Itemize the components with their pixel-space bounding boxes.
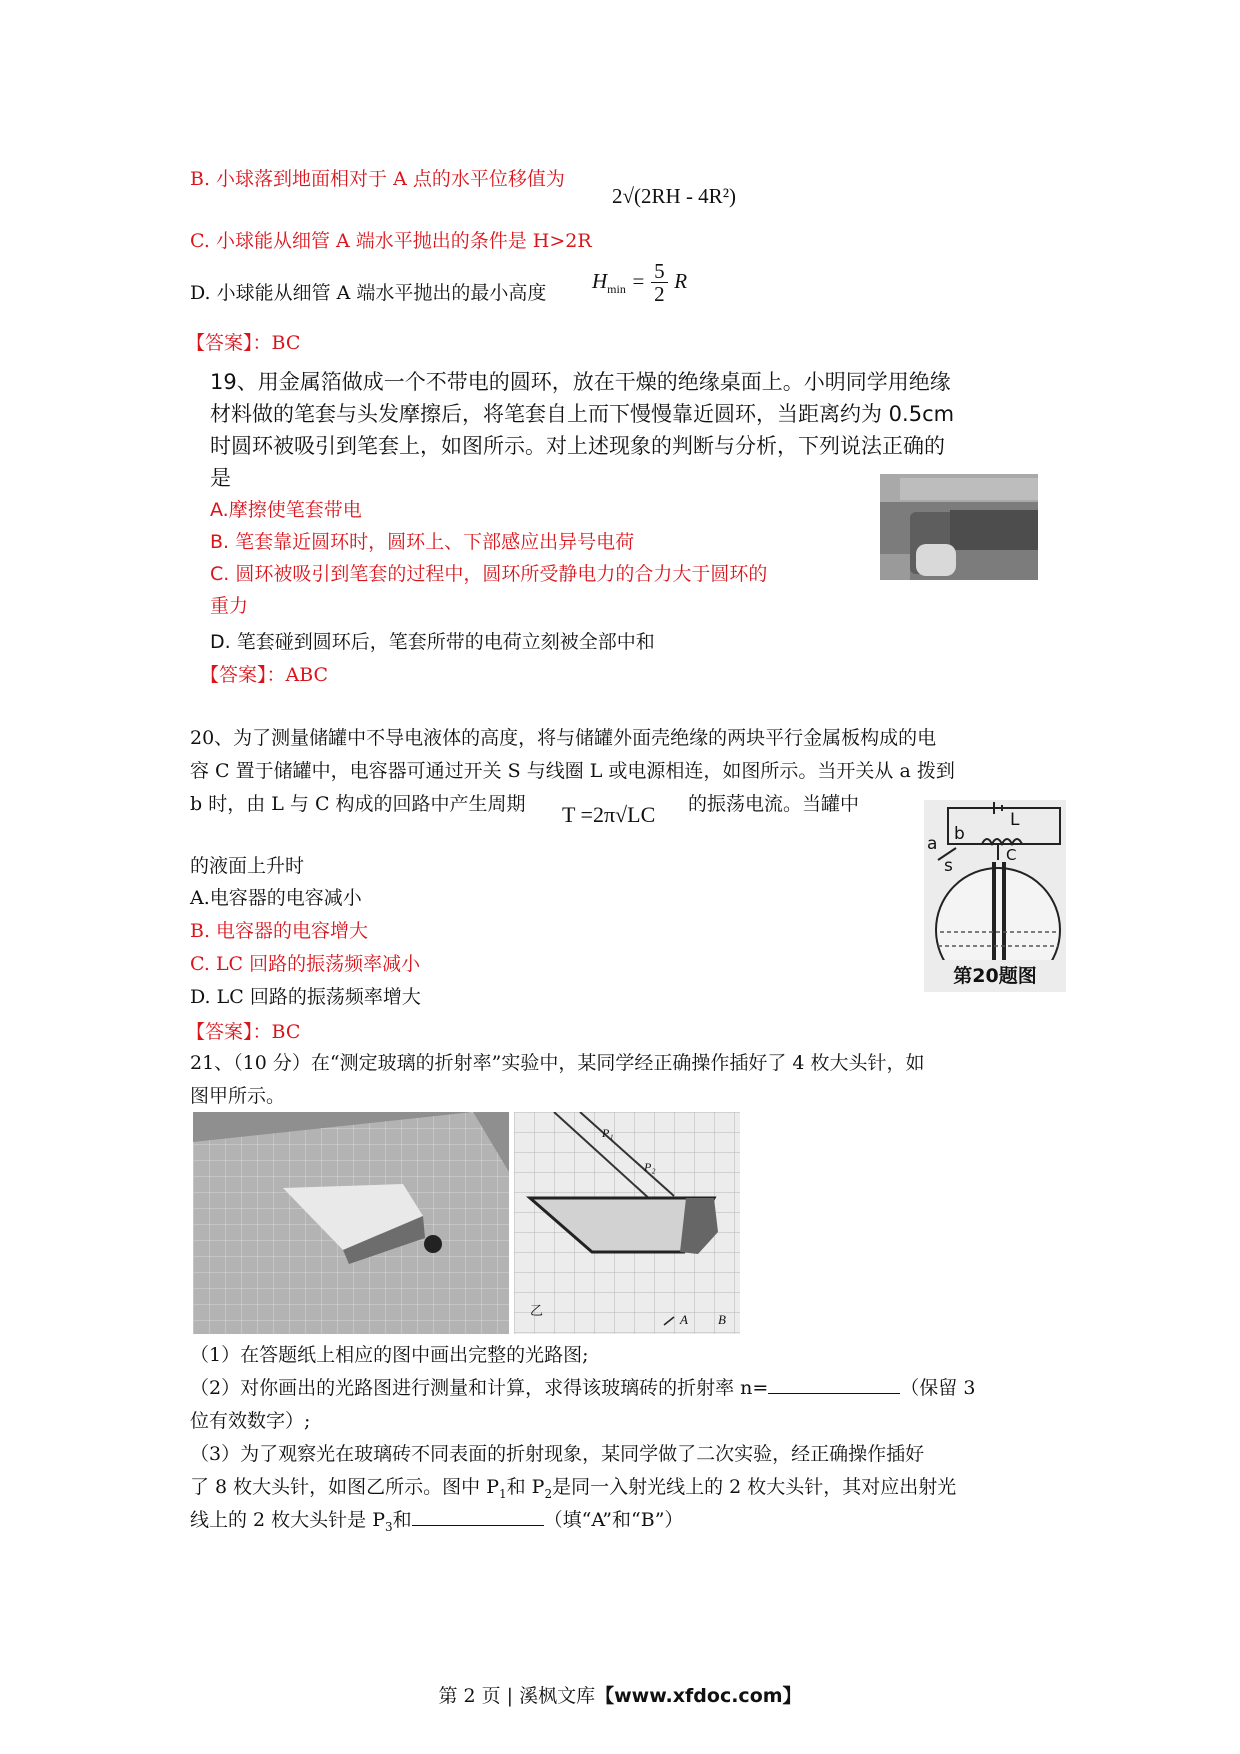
- q20-fig-label-b: b: [954, 824, 965, 844]
- q20-option-c: C. LC 回路的振荡频率减小: [190, 953, 421, 975]
- q20-answer: 【答案】：BC: [186, 1021, 301, 1043]
- q21-sub-3-line-1: （3）为了观察光在玻璃砖不同表面的折射现象，某同学做了二次实验，经正确操作插好: [190, 1443, 925, 1465]
- q20-option-b: B. 电容器的电容增大: [190, 920, 369, 942]
- q20-option-a: A.电容器的电容减小: [190, 887, 362, 909]
- q19-option-c-line-1: C. 圆环被吸引到笔套的过程中，圆环所受静电力的合力大于圆环的: [210, 563, 768, 585]
- q20-fig-label-a: a: [927, 834, 938, 854]
- q20-stem-line-1: 20、为了测量储罐中不导电液体的高度，将与储罐外面壳绝缘的两块平行金属板构成的电: [190, 727, 937, 749]
- q20-fig-label-c: C: [1006, 846, 1017, 864]
- q19-option-d: D. 笔套碰到圆环后，笔套所带的电荷立刻被全部中和: [210, 631, 655, 653]
- q19-stem-line-1: 19、用金属箔做成一个不带电的圆环，放在干燥的绝缘桌面上。小明同学用绝缘: [210, 370, 951, 394]
- q21-fig-label-p1: P₁: [602, 1126, 614, 1140]
- q18-option-b: B. 小球落到地面相对于 A 点的水平位移值为: [190, 168, 565, 190]
- q20-stem-line-4: 的液面上升时: [190, 855, 305, 877]
- q20-stem-line-2: 容 C 置于储罐中，电容器可通过开关 S 与线圈 L 或电源相连，如图所示。当开关从 a 拨到: [190, 760, 955, 782]
- q20-fig-label-l: L: [1010, 810, 1020, 830]
- q20-fig-label-s: s: [944, 856, 953, 876]
- q21-sub-3-line-2: 了 8 枚大头针，如图乙所示。图中 $P_1$和 $P_2$是同一入射光线上的 2 枚大头针，其对应出射光: [190, 1476, 957, 1501]
- q21-figure-b-photo: [514, 1112, 740, 1334]
- q20-option-d: D. LC 回路的振荡频率增大: [190, 986, 421, 1008]
- q18-answer: 【答案】：BC: [186, 332, 301, 354]
- q20-circuit-figure: [924, 800, 1066, 992]
- q21-sub-3-line-3: 线上的 2 枚大头针是 $P_3$和 （填“A”和“B”）: [190, 1509, 684, 1534]
- q19-option-a: A.摩擦使笔套带电: [210, 499, 362, 521]
- q20-stem-line-3b: 的振荡电流。当罐中: [688, 793, 860, 815]
- q19-stem-line-2: 材料做的笔套与头发摩擦后，将笔套自上而下慢慢靠近圆环，当距离约为 0.5cm: [210, 402, 955, 426]
- q20-period-formula: T =2π√LC: [562, 802, 656, 827]
- q19-option-b: B. 笔套靠近圆环时，圆环上、下部感应出异号电荷: [210, 531, 635, 553]
- q21-sub-2-cont: 位有效数字）;: [190, 1410, 311, 1432]
- q19-pen-cap-photo: [880, 474, 1038, 580]
- q21-figure-a-photo: [193, 1112, 509, 1334]
- q19-option-c-line-2: 重力: [210, 595, 249, 617]
- q21-sub-2: （2）对你画出的光路图进行测量和计算，求得该玻璃砖的折射率 n= （保留 3: [190, 1377, 976, 1399]
- q21-stem-line-2: 图甲所示。: [190, 1085, 286, 1107]
- q21-fig-label-b: B: [718, 1312, 726, 1327]
- q21-fig-label-p2: P₂: [644, 1160, 656, 1174]
- q19-answer: 【答案】：ABC: [200, 664, 329, 686]
- page-footer: [0, 1681, 1240, 1708]
- q21-stem-line-1: 21、（10 分）在“测定玻璃的折射率”实验中，某同学经正确操作插好了 4 枚大头针，如: [190, 1052, 925, 1074]
- q18-option-b-formula: 2√(2RH - 4R²): [612, 184, 736, 208]
- q21-blank-n[interactable]: [768, 1375, 900, 1394]
- q18-option-d: D. 小球能从细管 A 端水平抛出的最小高度: [190, 282, 547, 304]
- q21-fig-label-a: A: [680, 1312, 688, 1327]
- footer-page-info: 第 2 页 | 溪枫文库: [438, 1685, 596, 1707]
- q21-fig-label-zhi: 乙: [530, 1304, 544, 1319]
- q21-blank-pin[interactable]: [412, 1507, 544, 1526]
- footer-site-link[interactable]: 【www.xfdoc.com】: [595, 1685, 802, 1707]
- q21-sub-1: （1）在答题纸上相应的图中画出完整的光路图;: [190, 1344, 589, 1366]
- q20-stem-line-3a: b 时，由 L 与 C 构成的回路中产生周期: [190, 793, 526, 815]
- q19-stem-line-4: 是: [210, 466, 231, 490]
- q18-option-d-formula: $H_{min}$ = $\frac{5}{2}$ R: [592, 259, 688, 306]
- q20-figure-caption: 第20题图: [924, 960, 1066, 992]
- q19-stem-line-3: 时圆环被吸引到笔套上，如图所示。对上述现象的判断与分析，下列说法正确的: [210, 434, 945, 458]
- q18-option-c: C. 小球能从细管 A 端水平抛出的条件是 H>2R: [190, 230, 592, 252]
